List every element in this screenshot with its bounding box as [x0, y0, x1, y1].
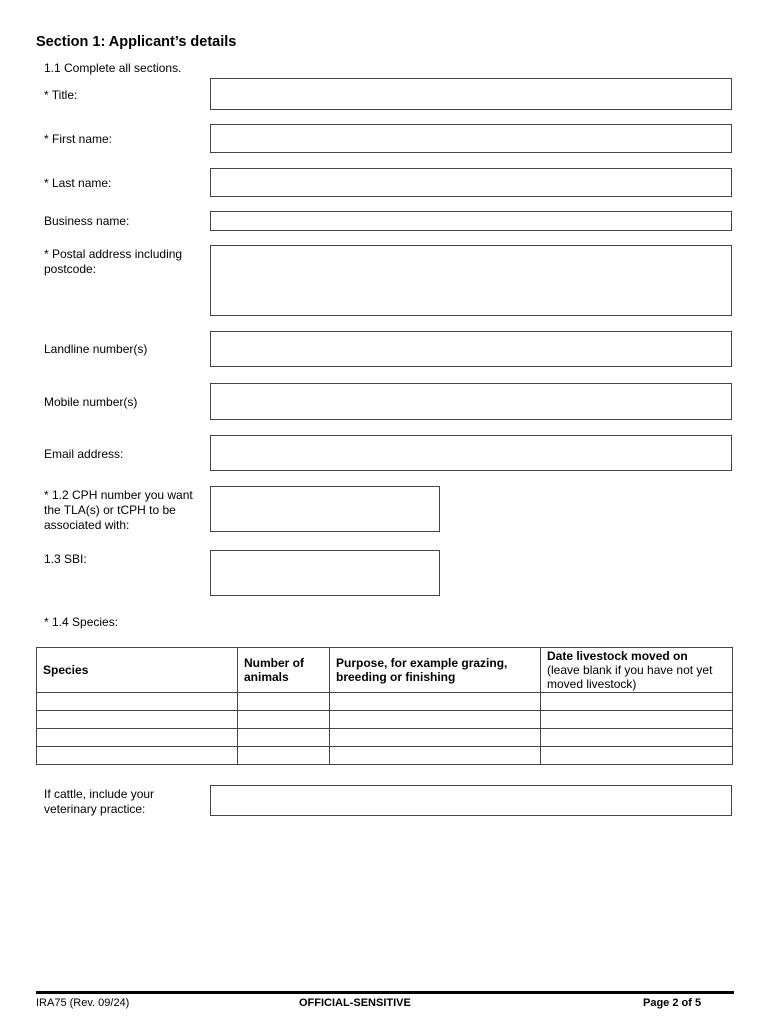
classification-label: OFFICIAL-SENSITIVE: [299, 997, 411, 1009]
cell-species[interactable]: [37, 711, 238, 729]
cell-date[interactable]: [541, 747, 733, 765]
email-label: Email address:: [44, 447, 124, 461]
vet-practice-input[interactable]: [210, 785, 732, 816]
table-row: [37, 729, 733, 747]
footer-rule: [36, 991, 734, 994]
email-input[interactable]: [210, 435, 732, 471]
cell-number[interactable]: [238, 729, 330, 747]
landline-label: Landline number(s): [44, 342, 148, 356]
section-intro: 1.1 Complete all sections.: [44, 61, 182, 75]
postal-address-label: * Postal address including postcode:: [44, 247, 183, 276]
cell-species[interactable]: [37, 729, 238, 747]
cell-number[interactable]: [238, 711, 330, 729]
first-name-label: * First name:: [44, 132, 113, 146]
table-row: [37, 747, 733, 765]
table-row: [37, 711, 733, 729]
title-label: * Title:: [44, 88, 78, 102]
cell-purpose[interactable]: [330, 729, 541, 747]
cph-input[interactable]: [210, 486, 440, 532]
postal-address-input[interactable]: [210, 245, 732, 316]
section-title: Section 1: Applicant’s details: [36, 34, 237, 50]
cell-species[interactable]: [37, 747, 238, 765]
sbi-input[interactable]: [210, 550, 440, 596]
vet-practice-label: If cattle, include your veterinary practice:: [44, 787, 155, 816]
table-row: [37, 693, 733, 711]
form-reference: IRA75 (Rev. 09/24): [36, 997, 130, 1009]
header-purpose: Purpose, for example grazing, breeding or finishing: [330, 648, 541, 693]
landline-input[interactable]: [210, 331, 732, 367]
cph-label: * 1.2 CPH number you want the TLA(s) or tCPH to be associated with:: [44, 488, 193, 532]
title-input[interactable]: [210, 78, 732, 110]
mobile-label: Mobile number(s): [44, 395, 138, 409]
cell-date[interactable]: [541, 729, 733, 747]
cell-purpose[interactable]: [330, 693, 541, 711]
cell-date[interactable]: [541, 711, 733, 729]
species-table: [36, 647, 733, 765]
cell-number[interactable]: [238, 693, 330, 711]
page-number: Page 2 of 5: [643, 997, 702, 1009]
first-name-input[interactable]: [210, 124, 732, 153]
cell-date[interactable]: [541, 693, 733, 711]
species-table-header: [37, 648, 733, 693]
header-date-note: (leave blank if you have not yet moved livestock): [547, 663, 713, 691]
header-species: Species: [37, 648, 238, 693]
last-name-label: * Last name:: [44, 176, 112, 190]
cell-purpose[interactable]: [330, 711, 541, 729]
header-number-of-animals: Number of animals: [238, 648, 330, 693]
last-name-input[interactable]: [210, 168, 732, 197]
cell-purpose[interactable]: [330, 747, 541, 765]
mobile-input[interactable]: [210, 383, 732, 420]
species-heading: * 1.4 Species:: [44, 615, 119, 629]
sbi-label: 1.3 SBI:: [44, 552, 87, 566]
header-date-moved-on: Date livestock moved on (leave blank if you have not yet moved livestock): [541, 648, 733, 693]
cell-number[interactable]: [238, 747, 330, 765]
cell-species[interactable]: [37, 693, 238, 711]
business-name-input[interactable]: [210, 211, 732, 231]
business-name-label: Business name:: [44, 214, 130, 228]
